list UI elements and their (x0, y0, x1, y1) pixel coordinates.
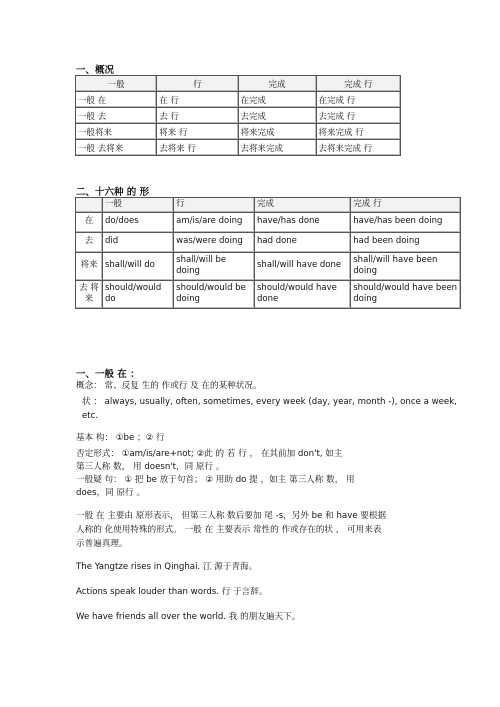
header-cell: 完成 (238, 76, 316, 92)
section2-title: 二、十六种 的 形 (76, 187, 150, 198)
example-sentence: The Yangtze rises in Qinghai. 江 源于青海。 (76, 562, 258, 572)
table-cell: am/is/are doing (174, 212, 255, 232)
table-row (76, 124, 401, 140)
header-cell: 一般 (102, 198, 173, 213)
table-cell: 去完成 行 (316, 108, 401, 124)
row-header-cell: 去 (76, 232, 103, 252)
section1-title: 一、概况 (76, 65, 115, 76)
table-cell: 在 行 (157, 92, 238, 108)
header-cell: 完成 行 (316, 76, 401, 92)
table-header-row (76, 198, 461, 213)
table-cell: shall/will do (102, 252, 173, 280)
header-cell: 一般 (76, 76, 157, 92)
table-cell: 去将来 行 (157, 140, 238, 156)
table-row (76, 108, 401, 124)
negative-form-line1: 否定形式： ①am/is/are+not; ②此 的 若 行 ， 在其前加 don't, 如主 (76, 449, 343, 459)
table-cell: 一般 在 (76, 92, 157, 108)
table-header-row (76, 76, 401, 92)
table-cell: shall/will have done (255, 252, 351, 280)
table-row (76, 140, 401, 156)
table-cell: 去将来完成 行 (316, 140, 401, 156)
table-cell: had done (255, 232, 351, 252)
header-cell: 完成 行 (351, 198, 461, 213)
negative-form-line2: 第三人称 数， 用 doesn't，同 原行 。 (76, 462, 225, 472)
adverbs-text: 状 ： always, usually, often, sometimes, every week (day, year, month -), once a week, etc. (82, 397, 457, 421)
structure-text: 基本 构： ①be ；② 行 (76, 433, 165, 443)
usage-line2: 人称的 化使用特殊的形式。 一般 在 主要表示 常性的 作或存在的状 ， 可用来表 (76, 525, 382, 535)
table-cell: should/would have done (255, 280, 351, 308)
table-row (76, 92, 401, 108)
example-sentence: Actions speak louder than words. 行 于言辞。 (76, 587, 268, 597)
table-cell: have/has done (255, 212, 351, 232)
table-cell: should/would do (102, 280, 173, 308)
table-cell: 去完成 (238, 108, 316, 124)
tense-forms-table (75, 197, 461, 309)
table-cell: 一般 去将来 (76, 140, 157, 156)
table-cell: 将来完成 (238, 124, 316, 140)
table-row (76, 280, 461, 308)
row-header-cell: 去 将来 (76, 280, 103, 308)
row-header-cell: 在 (76, 212, 103, 232)
header-cell: 行 (174, 198, 255, 213)
table-cell: 去将来完成 (238, 140, 316, 156)
table-cell: have/has been doing (351, 212, 461, 232)
table-cell: 在完成 (238, 92, 316, 108)
question-form-line1: 一般疑 句： ① 把 be 放于句首； ② 用助 do 提 ，如主 第三人称 数， 用 (76, 475, 355, 485)
table-row (76, 212, 461, 232)
table-cell: 一般 去 (76, 108, 157, 124)
header-cell (76, 198, 103, 213)
table-row (76, 232, 461, 252)
header-cell: 完成 (255, 198, 351, 213)
tense-overview-table (75, 75, 401, 156)
table-row (76, 252, 461, 280)
present-simple-heading: 一、一般 在 ： (76, 369, 140, 380)
header-cell: 行 (157, 76, 238, 92)
table-cell: was/were doing (174, 232, 255, 252)
table-cell: 一般将来 (76, 124, 157, 140)
table-cell: 去 行 (157, 108, 238, 124)
row-header-cell: 将来 (76, 252, 103, 280)
concept-text: 概念： 常、反复 生的 作或行 及 在的某种状况。 (76, 381, 262, 391)
table-cell: shall/will have been doing (351, 252, 461, 280)
question-form-line2: does，同 原行 。 (76, 488, 145, 498)
example-sentence: We have friends all over the world. 我 的朋友遍天下。 (76, 612, 301, 622)
table-cell: did (102, 232, 173, 252)
table-cell: do/does (102, 212, 173, 232)
table-cell: should/would be doing (174, 280, 255, 308)
table-cell: 在完成 行 (316, 92, 401, 108)
table-cell: shall/will be doing (174, 252, 255, 280)
table-cell: 将来完成 行 (316, 124, 401, 140)
table-cell: had been doing (351, 232, 461, 252)
usage-line3: 示普遍真理。 (76, 539, 128, 549)
table-cell: should/would have been doing (351, 280, 461, 308)
table-cell: 将来 行 (157, 124, 238, 140)
usage-line1: 一般 在 主要由 原形表示， 但第三人称 数后要加 尾 -s，另外 be 和 have 要根据 (76, 511, 387, 521)
